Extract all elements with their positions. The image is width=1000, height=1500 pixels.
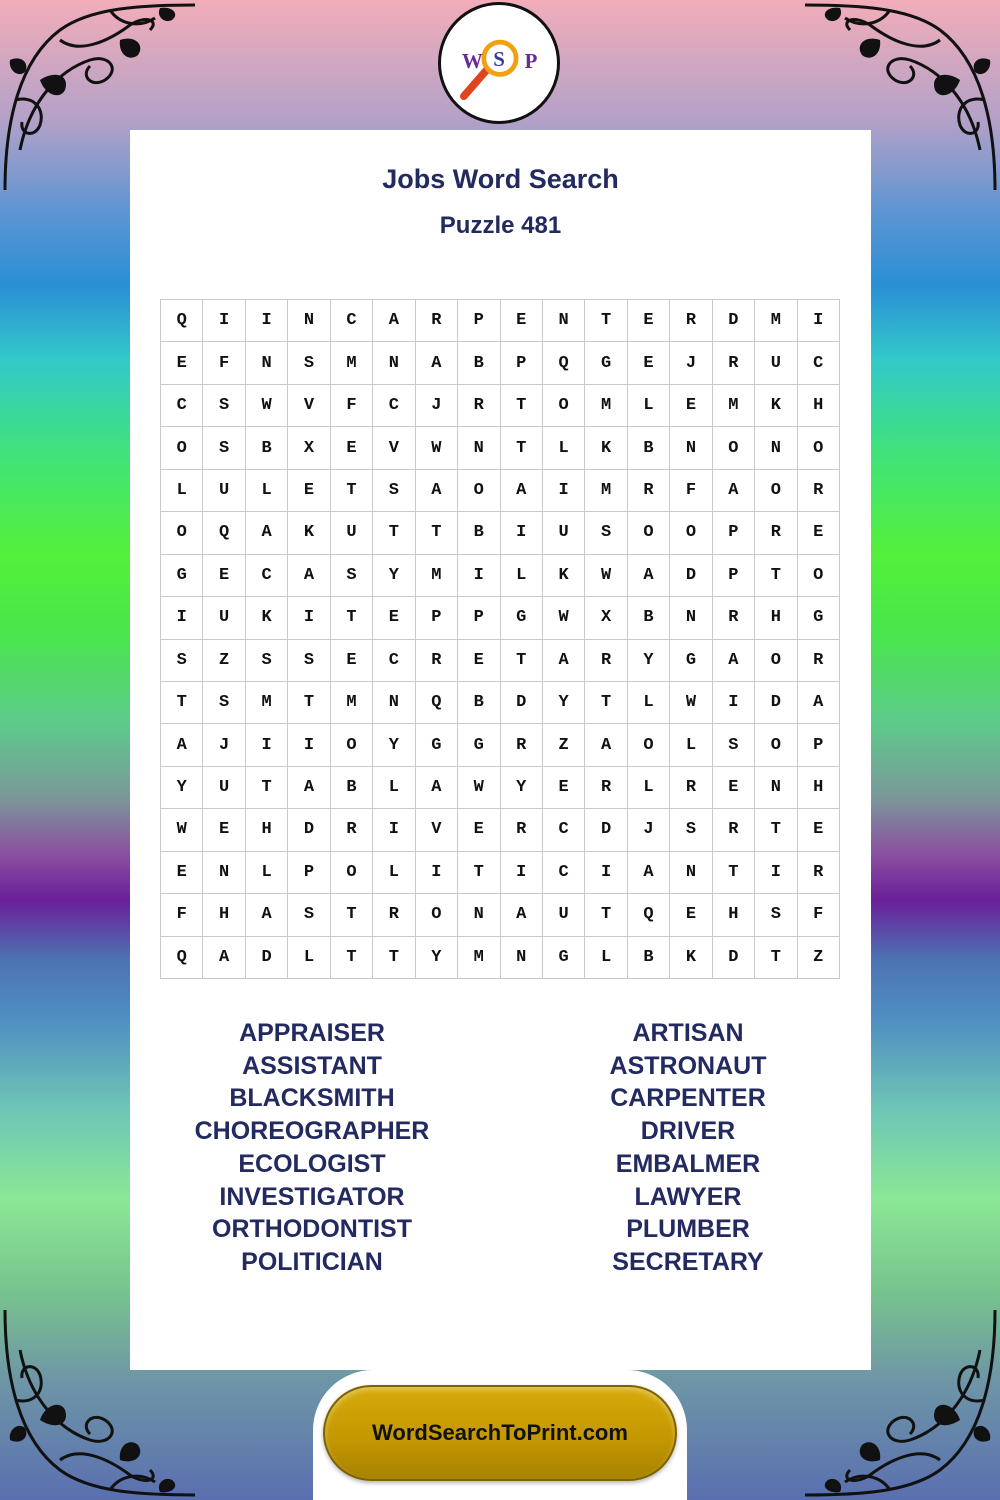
grid-cell[interactable]: M — [585, 385, 627, 427]
grid-cell[interactable]: T — [585, 894, 627, 936]
grid-cell[interactable]: Y — [161, 767, 203, 809]
word-list-item: DRIVER — [640, 1117, 736, 1146]
grid-cell[interactable]: A — [246, 512, 288, 554]
grid-cell[interactable]: W — [543, 597, 585, 639]
puzzle-sheet — [130, 130, 871, 1370]
grid-cell[interactable]: S — [161, 640, 203, 682]
grid-cell[interactable]: I — [585, 852, 627, 894]
grid-cell[interactable]: S — [203, 427, 245, 469]
grid-cell[interactable]: G — [458, 724, 500, 766]
grid-cell[interactable]: B — [331, 767, 373, 809]
grid-cell[interactable]: J — [416, 385, 458, 427]
grid-cell[interactable]: D — [670, 555, 712, 597]
grid-cell[interactable]: Y — [373, 555, 415, 597]
grid-cell[interactable]: Q — [161, 300, 203, 342]
grid-cell[interactable]: E — [203, 809, 245, 851]
grid-cell[interactable]: T — [585, 300, 627, 342]
grid-cell[interactable]: A — [203, 937, 245, 979]
grid-cell[interactable]: L — [585, 937, 627, 979]
grid-cell[interactable]: T — [713, 852, 755, 894]
grid-cell[interactable]: J — [628, 809, 670, 851]
grid-cell[interactable]: A — [713, 470, 755, 512]
grid-cell[interactable]: J — [670, 342, 712, 384]
grid-cell[interactable]: H — [798, 767, 840, 809]
grid-cell[interactable]: I — [373, 809, 415, 851]
grid-cell[interactable]: P — [501, 342, 543, 384]
grid-cell[interactable]: N — [543, 300, 585, 342]
grid-cell[interactable]: I — [203, 300, 245, 342]
magnifier-logo-icon — [441, 5, 557, 121]
grid-cell[interactable]: N — [458, 427, 500, 469]
grid-cell[interactable]: U — [203, 470, 245, 512]
grid-cell[interactable]: Z — [543, 724, 585, 766]
grid-cell[interactable]: L — [628, 767, 670, 809]
grid-cell[interactable]: E — [161, 342, 203, 384]
grid-cell[interactable]: W — [670, 682, 712, 724]
grid-cell[interactable]: M — [585, 470, 627, 512]
grid-cell[interactable]: G — [798, 597, 840, 639]
grid-cell[interactable]: F — [670, 470, 712, 512]
grid-cell[interactable]: L — [246, 852, 288, 894]
grid-cell[interactable]: O — [458, 470, 500, 512]
grid-cell[interactable]: Q — [543, 342, 585, 384]
grid-cell[interactable]: D — [246, 937, 288, 979]
grid-cell[interactable]: G — [161, 555, 203, 597]
grid-cell[interactable]: R — [628, 470, 670, 512]
grid-cell[interactable]: C — [373, 640, 415, 682]
grid-cell[interactable]: O — [798, 555, 840, 597]
grid-cell[interactable]: B — [458, 512, 500, 554]
grid-cell[interactable]: N — [755, 767, 797, 809]
grid-cell[interactable]: E — [670, 385, 712, 427]
grid-cell[interactable]: G — [543, 937, 585, 979]
grid-cell[interactable]: N — [246, 342, 288, 384]
grid-cell[interactable]: E — [373, 597, 415, 639]
grid-cell[interactable]: B — [628, 427, 670, 469]
grid-cell[interactable]: T — [331, 597, 373, 639]
grid-cell[interactable]: N — [670, 427, 712, 469]
grid-cell[interactable]: T — [331, 470, 373, 512]
grid-cell[interactable]: P — [458, 300, 500, 342]
grid-cell[interactable]: O — [416, 894, 458, 936]
grid-cell[interactable]: C — [543, 809, 585, 851]
grid-cell[interactable]: F — [203, 342, 245, 384]
grid-cell[interactable]: T — [755, 937, 797, 979]
grid-cell[interactable]: A — [161, 724, 203, 766]
grid-cell[interactable]: S — [203, 682, 245, 724]
grid-cell[interactable]: T — [501, 427, 543, 469]
grid-cell[interactable]: D — [585, 809, 627, 851]
grid-cell[interactable]: T — [585, 682, 627, 724]
grid-cell[interactable]: T — [501, 640, 543, 682]
grid-cell[interactable]: N — [288, 300, 330, 342]
grid-cell[interactable]: L — [288, 937, 330, 979]
word-list-item: EMBALMER — [615, 1149, 761, 1178]
grid-cell[interactable]: E — [203, 555, 245, 597]
grid-cell[interactable]: Q — [203, 512, 245, 554]
website-link-label: WordSearchToPrint.com — [372, 1420, 628, 1445]
grid-cell[interactable]: Y — [373, 724, 415, 766]
grid-cell[interactable]: T — [373, 512, 415, 554]
grid-cell[interactable]: K — [755, 385, 797, 427]
grid-cell[interactable]: A — [585, 724, 627, 766]
grid-cell[interactable]: L — [628, 682, 670, 724]
grid-cell[interactable]: R — [755, 512, 797, 554]
grid-cell[interactable]: D — [288, 809, 330, 851]
grid-cell[interactable]: T — [246, 767, 288, 809]
grid-cell[interactable]: C — [543, 852, 585, 894]
grid-cell[interactable]: R — [501, 809, 543, 851]
grid-cell[interactable]: P — [798, 724, 840, 766]
grid-cell[interactable]: Z — [798, 937, 840, 979]
grid-cell[interactable]: Y — [501, 767, 543, 809]
grid-cell[interactable]: E — [331, 640, 373, 682]
grid-cell[interactable]: S — [288, 342, 330, 384]
grid-cell[interactable]: E — [161, 852, 203, 894]
grid-cell[interactable]: C — [246, 555, 288, 597]
grid-cell[interactable]: U — [203, 767, 245, 809]
grid-cell[interactable]: Y — [628, 640, 670, 682]
grid-cell[interactable]: G — [670, 640, 712, 682]
grid-cell[interactable]: O — [798, 427, 840, 469]
word-list-item: ORTHODONTIST — [212, 1215, 412, 1244]
letter-grid — [160, 299, 840, 979]
grid-cell[interactable]: L — [501, 555, 543, 597]
grid-cell[interactable]: R — [373, 894, 415, 936]
grid-cell[interactable]: N — [373, 342, 415, 384]
grid-cell[interactable]: W — [161, 809, 203, 851]
grid-cell[interactable]: P — [416, 597, 458, 639]
word-list-right — [523, 1017, 853, 1279]
grid-cell[interactable]: G — [585, 342, 627, 384]
grid-cell[interactable]: D — [713, 937, 755, 979]
grid-cell[interactable]: Q — [416, 682, 458, 724]
grid-cell[interactable]: M — [416, 555, 458, 597]
grid-cell[interactable]: M — [246, 682, 288, 724]
grid-cell[interactable]: S — [288, 640, 330, 682]
word-list-item: INVESTIGATOR — [219, 1182, 405, 1211]
page-title: Jobs Word Search — [382, 164, 619, 194]
grid-cell[interactable]: A — [628, 852, 670, 894]
grid-cell[interactable]: W — [585, 555, 627, 597]
grid-cell[interactable]: F — [331, 385, 373, 427]
grid-cell[interactable]: T — [416, 512, 458, 554]
grid-cell[interactable]: M — [713, 385, 755, 427]
grid-cell[interactable]: A — [288, 555, 330, 597]
grid-cell[interactable]: T — [373, 937, 415, 979]
grid-cell[interactable]: A — [501, 894, 543, 936]
grid-cell[interactable]: W — [246, 385, 288, 427]
grid-cell[interactable]: K — [288, 512, 330, 554]
grid-cell[interactable]: E — [798, 512, 840, 554]
grid-cell[interactable]: R — [458, 385, 500, 427]
grid-cell[interactable]: O — [755, 724, 797, 766]
grid-cell[interactable]: R — [670, 767, 712, 809]
grid-cell[interactable]: I — [501, 512, 543, 554]
grid-cell[interactable]: G — [501, 597, 543, 639]
grid-cell[interactable]: U — [543, 512, 585, 554]
grid-cell[interactable]: C — [161, 385, 203, 427]
grid-cell[interactable]: U — [543, 894, 585, 936]
grid-cell[interactable]: F — [161, 894, 203, 936]
grid-cell[interactable]: R — [798, 852, 840, 894]
grid-cell[interactable]: L — [628, 385, 670, 427]
grid-cell[interactable]: N — [670, 852, 712, 894]
grid-cell[interactable]: A — [416, 342, 458, 384]
grid-cell[interactable]: I — [458, 555, 500, 597]
grid-cell[interactable]: O — [628, 724, 670, 766]
grid-cell[interactable]: A — [713, 640, 755, 682]
grid-cell[interactable]: X — [288, 427, 330, 469]
grid-cell[interactable]: Q — [628, 894, 670, 936]
grid-cell[interactable]: L — [543, 427, 585, 469]
grid-cell[interactable]: B — [458, 682, 500, 724]
grid-cell[interactable]: O — [543, 385, 585, 427]
word-list-item: POLITICIAN — [241, 1247, 383, 1276]
word-list-item: ASSISTANT — [242, 1051, 382, 1080]
grid-cell[interactable]: D — [501, 682, 543, 724]
grid-cell[interactable]: P — [288, 852, 330, 894]
grid-cell[interactable]: T — [755, 555, 797, 597]
grid-cell[interactable]: I — [246, 724, 288, 766]
grid-cell[interactable]: O — [331, 852, 373, 894]
grid-cell[interactable]: Q — [161, 937, 203, 979]
grid-cell[interactable]: R — [798, 470, 840, 512]
grid-cell[interactable]: D — [755, 682, 797, 724]
word-list-item: LAWYER — [634, 1182, 742, 1211]
grid-cell[interactable]: E — [713, 767, 755, 809]
word-list-item: ARTISAN — [632, 1019, 744, 1047]
grid-cell[interactable]: S — [585, 512, 627, 554]
grid-cell[interactable]: R — [713, 809, 755, 851]
grid-cell[interactable]: U — [755, 342, 797, 384]
grid-cell[interactable]: R — [585, 640, 627, 682]
grid-cell[interactable]: E — [458, 809, 500, 851]
grid-cell[interactable]: L — [246, 470, 288, 512]
grid-cell[interactable]: J — [203, 724, 245, 766]
word-list-item: ASTRONAUT — [609, 1051, 767, 1080]
grid-cell[interactable]: O — [161, 512, 203, 554]
grid-cell[interactable]: A — [416, 470, 458, 512]
grid-cell[interactable]: S — [373, 470, 415, 512]
grid-cell[interactable]: A — [501, 470, 543, 512]
grid-cell[interactable]: K — [670, 937, 712, 979]
grid-cell[interactable]: M — [458, 937, 500, 979]
grid-cell[interactable]: R — [798, 640, 840, 682]
grid-cell[interactable]: S — [288, 894, 330, 936]
grid-cell[interactable]: M — [331, 682, 373, 724]
grid-cell[interactable]: E — [798, 809, 840, 851]
logo-letter-s: S — [493, 46, 505, 71]
grid-cell[interactable]: H — [798, 385, 840, 427]
grid-cell[interactable]: O — [628, 512, 670, 554]
grid-cell[interactable]: D — [713, 300, 755, 342]
grid-cell[interactable]: S — [670, 809, 712, 851]
grid-cell[interactable]: N — [670, 597, 712, 639]
grid-cell[interactable]: I — [246, 300, 288, 342]
grid-cell[interactable]: V — [416, 809, 458, 851]
word-list-item: APPRAISER — [239, 1019, 385, 1047]
grid-cell[interactable]: A — [543, 640, 585, 682]
grid-cell[interactable]: Z — [203, 640, 245, 682]
grid-cell[interactable]: P — [713, 555, 755, 597]
grid-cell[interactable]: N — [203, 852, 245, 894]
grid-cell[interactable]: E — [288, 470, 330, 512]
grid-cell[interactable]: Y — [416, 937, 458, 979]
grid-cell[interactable]: P — [713, 512, 755, 554]
grid-cell[interactable]: O — [755, 470, 797, 512]
grid-cell[interactable]: H — [203, 894, 245, 936]
grid-cell[interactable]: E — [458, 640, 500, 682]
grid-cell[interactable]: K — [585, 427, 627, 469]
word-list-item: PLUMBER — [626, 1215, 750, 1244]
grid-cell[interactable]: R — [331, 809, 373, 851]
grid-cell[interactable]: X — [585, 597, 627, 639]
grid-cell[interactable]: B — [628, 937, 670, 979]
website-link-button[interactable] — [323, 1385, 677, 1481]
grid-cell[interactable]: P — [458, 597, 500, 639]
grid-cell[interactable]: F — [798, 894, 840, 936]
grid-cell[interactable]: V — [373, 427, 415, 469]
grid-cell[interactable]: A — [416, 767, 458, 809]
grid-cell[interactable]: C — [373, 385, 415, 427]
grid-cell[interactable]: U — [203, 597, 245, 639]
grid-cell[interactable]: L — [670, 724, 712, 766]
grid-cell[interactable]: E — [628, 300, 670, 342]
grid-cell[interactable]: O — [161, 427, 203, 469]
grid-cell[interactable]: R — [585, 767, 627, 809]
grid-cell[interactable]: T — [161, 682, 203, 724]
grid-cell[interactable]: T — [755, 809, 797, 851]
grid-cell[interactable]: L — [373, 767, 415, 809]
grid-cell[interactable]: G — [416, 724, 458, 766]
grid-cell[interactable]: N — [755, 427, 797, 469]
grid-cell[interactable]: N — [501, 937, 543, 979]
grid-cell[interactable]: R — [416, 300, 458, 342]
grid-cell[interactable]: T — [331, 894, 373, 936]
grid-cell[interactable]: O — [755, 640, 797, 682]
grid-cell[interactable]: C — [798, 342, 840, 384]
grid-cell[interactable]: V — [288, 385, 330, 427]
grid-cell[interactable]: R — [713, 342, 755, 384]
grid-cell[interactable]: R — [501, 724, 543, 766]
grid-cell[interactable]: I — [543, 470, 585, 512]
grid-cell[interactable]: S — [755, 894, 797, 936]
site-logo[interactable] — [438, 2, 560, 124]
grid-cell[interactable]: E — [501, 300, 543, 342]
grid-cell[interactable]: M — [755, 300, 797, 342]
grid-cell[interactable]: H — [246, 809, 288, 851]
grid-cell[interactable]: B — [628, 597, 670, 639]
grid-cell[interactable]: E — [670, 894, 712, 936]
word-list-item: CARPENTER — [610, 1084, 766, 1113]
grid-cell[interactable]: A — [288, 767, 330, 809]
grid-cell[interactable]: Y — [543, 682, 585, 724]
grid-cell[interactable]: K — [246, 597, 288, 639]
grid-cell[interactable]: T — [288, 682, 330, 724]
grid-cell[interactable]: I — [288, 597, 330, 639]
logo-letter-p: P — [524, 48, 538, 73]
grid-cell[interactable]: K — [543, 555, 585, 597]
grid-cell[interactable]: A — [246, 894, 288, 936]
grid-cell[interactable]: I — [161, 597, 203, 639]
grid-cell[interactable]: O — [331, 724, 373, 766]
grid-cell[interactable]: M — [331, 342, 373, 384]
grid-cell[interactable]: A — [373, 300, 415, 342]
grid-cell[interactable]: U — [331, 512, 373, 554]
grid-cell[interactable]: T — [501, 385, 543, 427]
grid-cell[interactable]: W — [416, 427, 458, 469]
grid-cell[interactable]: E — [331, 427, 373, 469]
grid-cell[interactable]: L — [373, 852, 415, 894]
grid-cell[interactable]: T — [458, 852, 500, 894]
grid-cell[interactable]: N — [458, 894, 500, 936]
grid-cell[interactable]: I — [798, 300, 840, 342]
grid-cell[interactable]: W — [458, 767, 500, 809]
grid-cell[interactable]: S — [331, 555, 373, 597]
grid-cell[interactable]: B — [246, 427, 288, 469]
word-list-left — [147, 1017, 477, 1279]
grid-cell[interactable]: R — [713, 597, 755, 639]
word-list-item: CHOREOGRAPHER — [194, 1117, 430, 1146]
grid-cell[interactable]: A — [798, 682, 840, 724]
grid-cell[interactable]: T — [331, 937, 373, 979]
grid-cell[interactable]: E — [543, 767, 585, 809]
grid-cell[interactable]: I — [713, 682, 755, 724]
word-list-item: SECRETARY — [612, 1247, 764, 1276]
grid-cell[interactable]: R — [670, 300, 712, 342]
logo-letter-w: W — [461, 48, 483, 73]
grid-cell[interactable]: A — [628, 555, 670, 597]
grid-cell[interactable]: R — [416, 640, 458, 682]
grid-cell[interactable]: O — [713, 427, 755, 469]
grid-cell[interactable]: B — [458, 342, 500, 384]
grid-cell[interactable]: H — [713, 894, 755, 936]
grid-cell[interactable]: S — [713, 724, 755, 766]
word-list-item: BLACKSMITH — [229, 1084, 395, 1113]
grid-cell[interactable]: S — [246, 640, 288, 682]
grid-cell[interactable]: I — [416, 852, 458, 894]
grid-cell[interactable]: S — [203, 385, 245, 427]
grid-cell[interactable]: H — [755, 597, 797, 639]
puzzle-number: Puzzle 481 — [439, 212, 562, 239]
grid-cell[interactable]: L — [161, 470, 203, 512]
grid-cell[interactable]: I — [755, 852, 797, 894]
grid-cell[interactable]: E — [628, 342, 670, 384]
grid-cell[interactable]: I — [288, 724, 330, 766]
grid-cell[interactable]: I — [501, 852, 543, 894]
grid-cell[interactable]: C — [331, 300, 373, 342]
grid-cell[interactable]: O — [670, 512, 712, 554]
grid-cell[interactable]: N — [373, 682, 415, 724]
word-list-item: ECOLOGIST — [238, 1149, 386, 1178]
